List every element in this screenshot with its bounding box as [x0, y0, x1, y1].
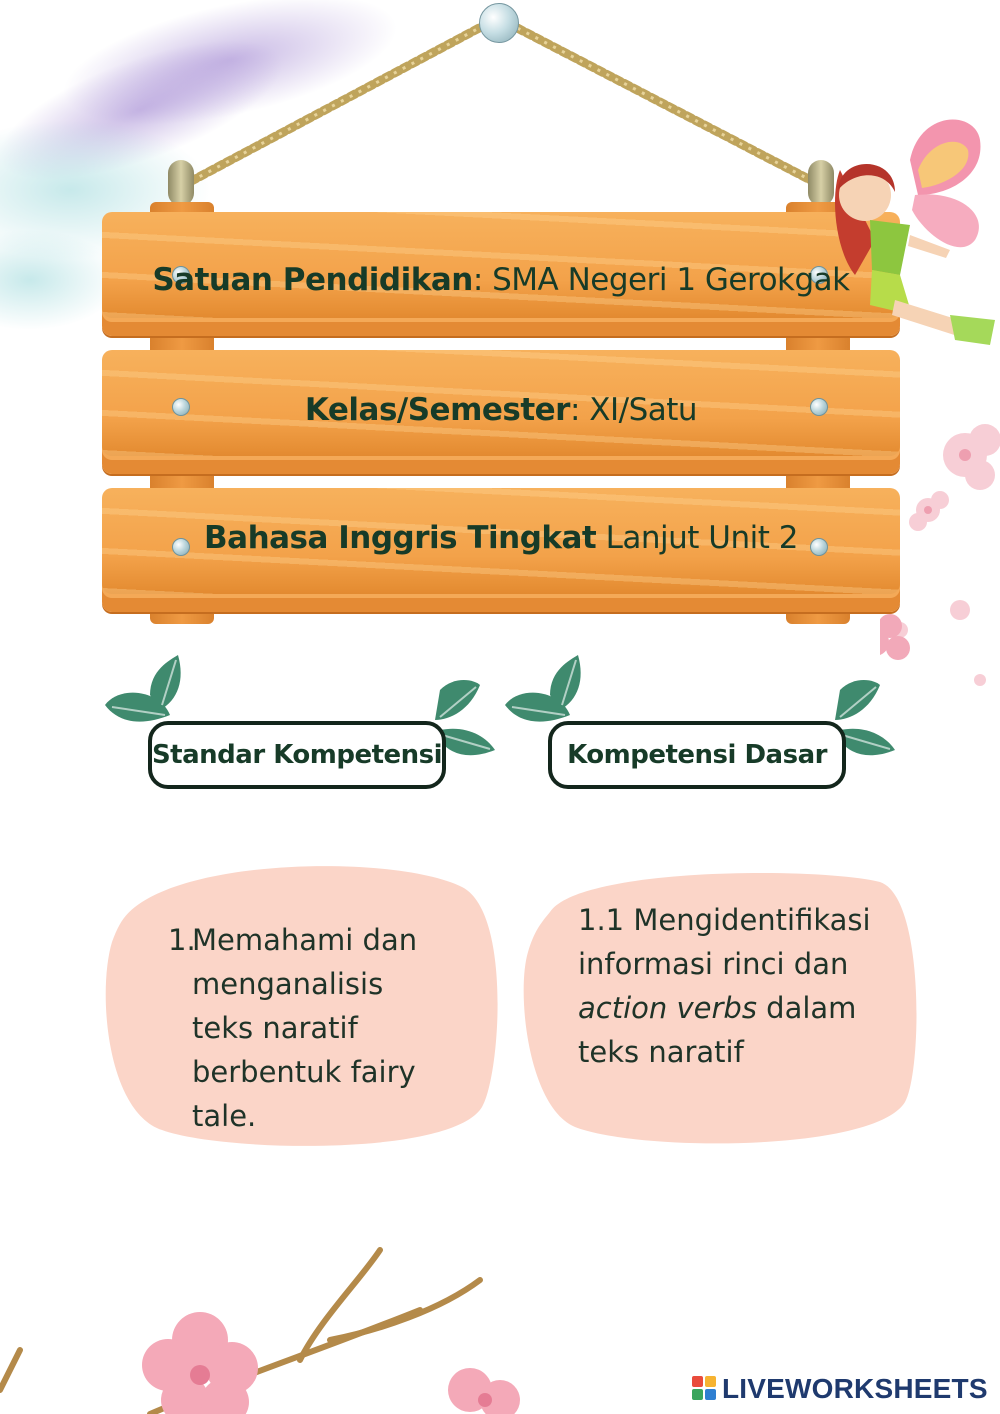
sign-plank-subject [102, 488, 900, 612]
standar-kompetensi-label: Standar Kompetensi [148, 721, 446, 789]
left-hook [168, 160, 194, 206]
hanging-nail [479, 3, 519, 43]
standar-kompetensi-list [168, 918, 468, 1133]
liveworksheets-logo-icon [692, 1376, 718, 1402]
liveworksheets-logo-text: LIVEWORKSHEETS [722, 1373, 988, 1404]
class-label: Kelas/Semester [304, 392, 570, 428]
liveworksheets-logo [692, 1372, 988, 1406]
fairy-illustration [800, 100, 1000, 370]
school-value: : SMA Negeri 1 Gerokgak [472, 262, 850, 298]
standar-kompetensi-card [102, 862, 502, 1148]
class-line [102, 392, 900, 428]
subject-line [102, 520, 900, 556]
kd-text-part2: dalam teks naratif [578, 991, 857, 1069]
class-value: : XI/Satu [569, 392, 698, 428]
kompetensi-dasar-text [578, 898, 878, 1074]
school-line [102, 262, 900, 298]
subject-value: Lanjut Unit 2 [596, 520, 798, 556]
list-number: 1. [168, 923, 196, 957]
blossom-branch-decoration [0, 1240, 560, 1414]
sign-plank-class [102, 350, 900, 474]
kompetensi-dasar-card [520, 862, 920, 1148]
school-label: Satuan Pendidikan [152, 262, 473, 298]
kd-text-part1: 1.1 Mengidentifikasi informasi rinci dan [578, 903, 871, 981]
standar-kompetensi-text: Memahami dan menganalisis teks naratif berbentuk fairy tale. [192, 923, 418, 1133]
kompetensi-dasar-label: Kompetensi Dasar [548, 721, 846, 789]
subject-label: Bahasa Inggris Tingkat [204, 520, 597, 556]
sign-plank-school [102, 212, 900, 336]
kd-text-italic: action verbs [578, 991, 757, 1025]
